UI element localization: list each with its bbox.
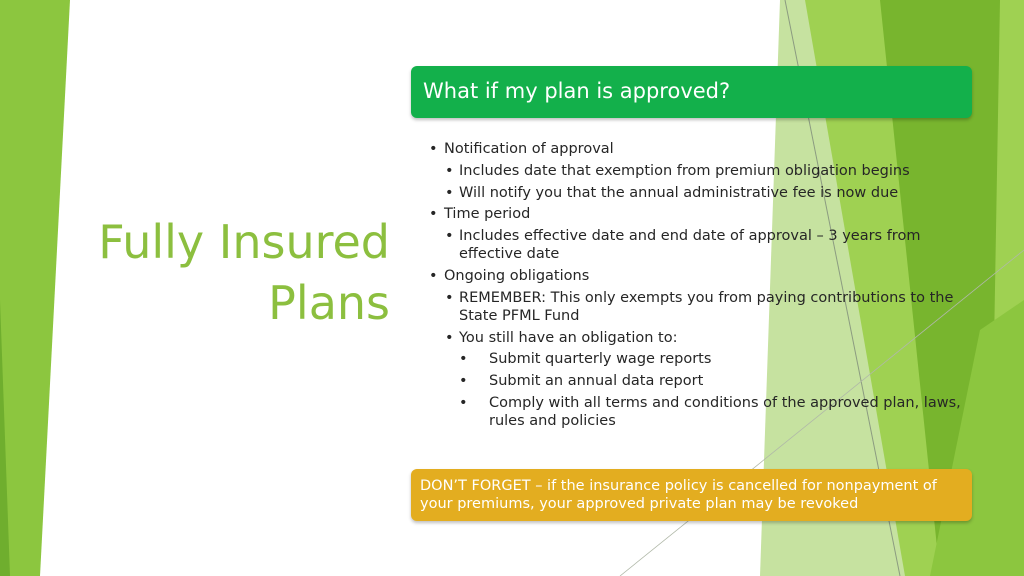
bullet-text: You still have an obligation to: <box>459 329 678 346</box>
bullet-item <box>426 162 966 180</box>
bullet-text: Notification of approval <box>444 141 614 157</box>
bullet-text: Includes effective date and end date of approval – 3 years from effective date <box>459 228 921 263</box>
bullet-item <box>426 350 966 368</box>
bullet-item <box>426 394 966 430</box>
bullet-dot-icon: • <box>459 394 468 411</box>
bullet-dot-icon: • <box>429 267 438 284</box>
bullet-item <box>426 184 966 202</box>
bullet-item <box>426 227 966 263</box>
slide-title <box>30 212 390 334</box>
callout-text: DON’T FORGET – if the insurance policy is cancelled for nonpayment of your premiums, your approved private plan may be revoked <box>420 478 937 512</box>
bullet-dot-icon: • <box>429 206 438 223</box>
bullet-dot-icon: • <box>459 373 468 390</box>
header-bar <box>411 66 972 118</box>
bullet-text: Will notify you that the annual administrative fee is now due <box>459 184 899 201</box>
bullet-item <box>426 267 966 285</box>
slide-title-line-1: Fully Insured <box>98 215 390 269</box>
bullet-text: Time period <box>444 206 531 223</box>
bullet-dot-icon: • <box>445 184 454 201</box>
bullet-item <box>426 372 966 390</box>
bullet-item <box>426 289 966 325</box>
bullet-text: Ongoing obligations <box>444 267 590 284</box>
bullet-dot-icon: • <box>445 329 454 346</box>
bullet-dot-icon: • <box>459 351 468 368</box>
slide-title-line-2: Plans <box>268 276 390 330</box>
bullet-dot-icon: • <box>445 162 454 179</box>
bullet-dot-icon: • <box>445 228 454 245</box>
bullet-text: Comply with all terms and conditions of the approved plan, laws, rules and policies <box>489 394 961 429</box>
bullet-item <box>426 140 966 158</box>
bullet-list <box>426 140 966 434</box>
reminder-callout <box>411 469 972 521</box>
bullet-text: Includes date that exemption from premium obligation begins <box>459 162 910 179</box>
bullet-item <box>426 329 966 347</box>
bullet-dot-icon: • <box>429 141 438 157</box>
bullet-text: Submit quarterly wage reports <box>489 351 712 368</box>
header-title: What if my plan is approved? <box>423 79 731 103</box>
bullet-text: Submit an annual data report <box>489 373 704 390</box>
bullet-text: REMEMBER: This only exempts you from paying contributions to the State PFML Fund <box>459 289 954 324</box>
bullet-item <box>426 205 966 223</box>
bullet-dot-icon: • <box>445 289 454 306</box>
